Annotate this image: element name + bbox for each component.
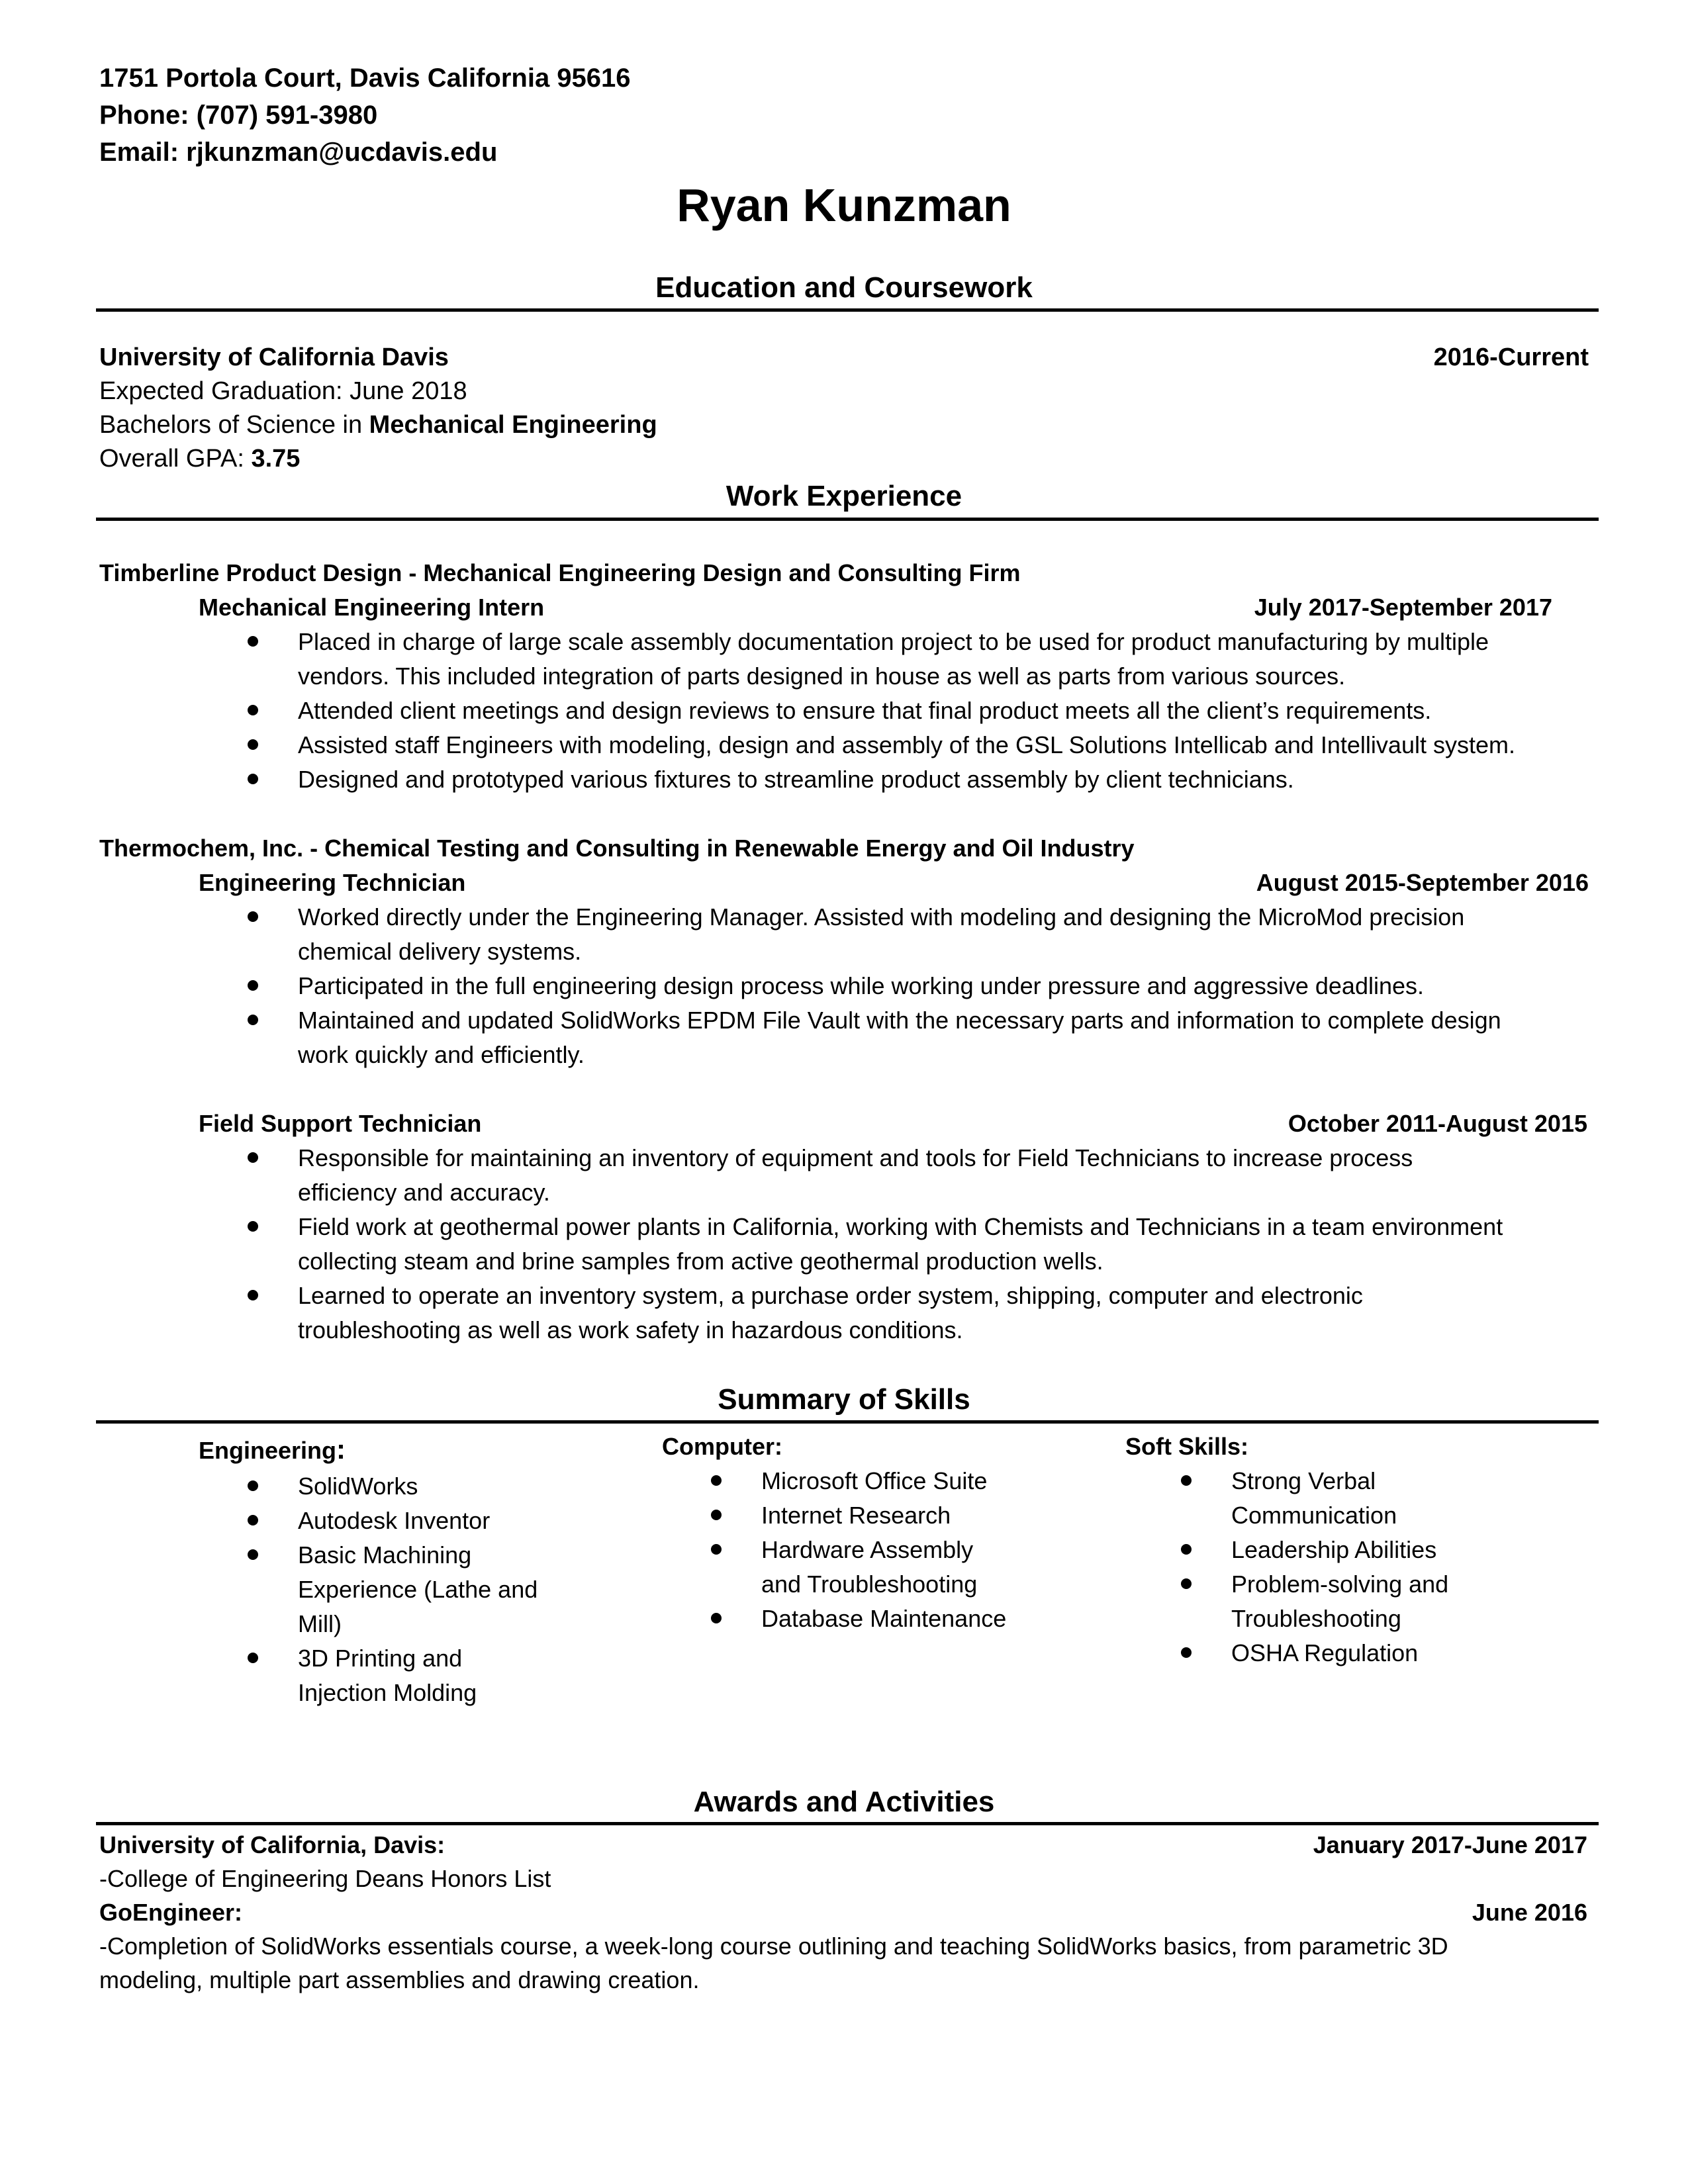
skills-heading-text: Engineering — [199, 1437, 337, 1464]
skill-item-cont: Mill) — [298, 1610, 342, 1637]
job-role-dates: October 2011-August 2015 — [1288, 1110, 1587, 1137]
bullet-icon — [248, 1515, 258, 1525]
bullet-icon — [1181, 1544, 1192, 1555]
bullet-icon — [711, 1544, 722, 1555]
job-bullet-cont: efficiency and accuracy. — [298, 1179, 550, 1206]
award-org: GoEngineer: — [99, 1899, 243, 1926]
skill-item: Leadership Abilities — [1231, 1536, 1437, 1563]
job-bullet-cont: collecting steam and brine samples from active geothermal production wells. — [298, 1248, 1103, 1275]
award-desc: -College of Engineering Deans Honors List — [99, 1865, 551, 1892]
job-role-title: Mechanical Engineering Intern — [199, 594, 545, 621]
candidate-name: Ryan Kunzman — [677, 179, 1011, 231]
bullet-icon — [711, 1510, 722, 1520]
award-org: University of California, Davis: — [99, 1831, 445, 1858]
job-bullet: Field work at geothermal power plants in California, working with Chemists and Technicians in a team environment — [298, 1213, 1503, 1240]
job-bullet: Designed and prototyped various fixtures to streamline product assembly by client technicians. — [298, 766, 1294, 793]
skill-item: Microsoft Office Suite — [761, 1467, 988, 1494]
award-dates: January 2017-June 2017 — [1313, 1831, 1587, 1858]
job-role-title: Field Support Technician — [199, 1110, 482, 1137]
job-bullet: Assisted staff Engineers with modeling, design and assembly of the GSL Solutions Intellicab and Intellivault system. — [298, 731, 1515, 758]
education-dates: 2016-Current — [1433, 343, 1589, 371]
bullet-icon — [248, 1290, 258, 1300]
skills-column-heading: Soft Skills: — [1125, 1433, 1249, 1460]
skill-item-cont: Communication — [1231, 1502, 1397, 1529]
skills-column-heading — [199, 1432, 346, 1468]
bullet-icon — [248, 1549, 258, 1560]
job-role-dates: July 2017-September 2017 — [1254, 594, 1552, 621]
skill-item: Hardware Assembly — [761, 1536, 974, 1563]
skill-item: Problem-solving and — [1231, 1570, 1449, 1598]
education-graduation: Expected Graduation: June 2018 — [99, 377, 467, 405]
bullet-icon — [248, 911, 258, 922]
skill-item: Database Maintenance — [761, 1605, 1007, 1632]
work-section-title: Work Experience — [726, 480, 962, 512]
job-role-dates: August 2015-September 2016 — [1256, 869, 1589, 896]
skill-item: Basic Machining — [298, 1541, 472, 1569]
skill-item: SolidWorks — [298, 1473, 418, 1500]
job-bullet: Worked directly under the Engineering Manager. Assisted with modeling and designing the MicroMod precision — [298, 903, 1465, 931]
bullet-icon — [248, 739, 258, 750]
job-bullet: Learned to operate an inventory system, a purchase order system, shipping, computer and electronic — [298, 1282, 1363, 1309]
job-bullet-cont: vendors. This included integration of parts designed in house as well as parts from various sources. — [298, 662, 1346, 690]
contact-address: 1751 Portola Court, Davis California 95616 — [99, 64, 631, 93]
skills-section-title: Summary of Skills — [718, 1383, 970, 1416]
skill-item: Internet Research — [761, 1502, 951, 1529]
degree-prefix: Bachelors of Science in — [99, 411, 369, 439]
job-company: Timberline Product Design - Mechanical Engineering Design and Consulting Firm — [99, 559, 1021, 586]
bullet-icon — [248, 1221, 258, 1232]
skill-item-cont: Troubleshooting — [1231, 1605, 1401, 1632]
job-bullet: Maintained and updated SolidWorks EPDM File Vault with the necessary parts and information to complete design — [298, 1007, 1501, 1034]
bullet-icon — [248, 705, 258, 715]
education-gpa — [99, 441, 300, 477]
work-divider — [96, 518, 1599, 521]
education-section-title: Education and Coursework — [655, 271, 1033, 304]
job-bullet: Attended client meetings and design reviews to ensure that final product meets all the client’s requirements. — [298, 697, 1432, 724]
bullet-icon — [248, 636, 258, 647]
bullet-icon — [711, 1613, 722, 1623]
bullet-icon — [1181, 1475, 1192, 1486]
job-company: Thermochem, Inc. - Chemical Testing and Consulting in Renewable Energy and Oil Industry — [99, 835, 1135, 862]
bullet-icon — [1181, 1578, 1192, 1589]
skills-heading-colon: : — [336, 1433, 346, 1465]
education-degree — [99, 407, 657, 443]
bullet-icon — [248, 774, 258, 784]
skill-item-cont: Experience (Lathe and — [298, 1576, 538, 1603]
award-dates: June 2016 — [1472, 1899, 1587, 1926]
skill-item: OSHA Regulation — [1231, 1639, 1419, 1666]
bullet-icon — [1181, 1647, 1192, 1658]
skill-item: Autodesk Inventor — [298, 1507, 491, 1534]
education-school: University of California Davis — [99, 343, 449, 371]
skills-divider — [96, 1420, 1599, 1424]
contact-phone: Phone: (707) 591-3980 — [99, 101, 378, 130]
bullet-icon — [711, 1475, 722, 1486]
degree-major: Mechanical Engineering — [369, 411, 657, 439]
skill-item: Strong Verbal — [1231, 1467, 1376, 1494]
awards-section-title: Awards and Activities — [693, 1786, 995, 1818]
job-bullet-cont: troubleshooting as well as work safety in hazardous conditions. — [298, 1316, 963, 1343]
skill-item-cont: and Troubleshooting — [761, 1570, 978, 1598]
job-bullet-cont: chemical delivery systems. — [298, 938, 582, 965]
job-role-title: Engineering Technician — [199, 869, 466, 896]
awards-divider — [96, 1822, 1599, 1825]
job-bullet: Responsible for maintaining an inventory of equipment and tools for Field Technicians to increase process — [298, 1144, 1413, 1171]
skills-column-heading: Computer: — [662, 1433, 782, 1460]
job-bullet-cont: work quickly and efficiently. — [298, 1041, 585, 1068]
bullet-icon — [248, 1152, 258, 1163]
award-desc: -Completion of SolidWorks essentials course, a week-long course outlining and teaching SolidWorks basics, from parametric 3D — [99, 1933, 1448, 1960]
bullet-icon — [248, 1653, 258, 1663]
job-bullet: Placed in charge of large scale assembly documentation project to be used for product manufacturing by multiple — [298, 628, 1489, 655]
award-desc-cont: modeling, multiple part assemblies and drawing creation. — [99, 1966, 700, 1993]
job-bullet: Participated in the full engineering design process while working under pressure and aggressive deadlines. — [298, 972, 1425, 999]
gpa-value: 3.75 — [251, 445, 301, 473]
skill-item: 3D Printing and — [298, 1645, 463, 1672]
education-divider — [96, 308, 1599, 312]
gpa-label: Overall GPA: — [99, 445, 252, 473]
skill-item-cont: Injection Molding — [298, 1679, 477, 1706]
bullet-icon — [248, 980, 258, 991]
contact-email: Email: rjkunzman@ucdavis.edu — [99, 138, 498, 167]
bullet-icon — [248, 1015, 258, 1025]
bullet-icon — [248, 1480, 258, 1491]
